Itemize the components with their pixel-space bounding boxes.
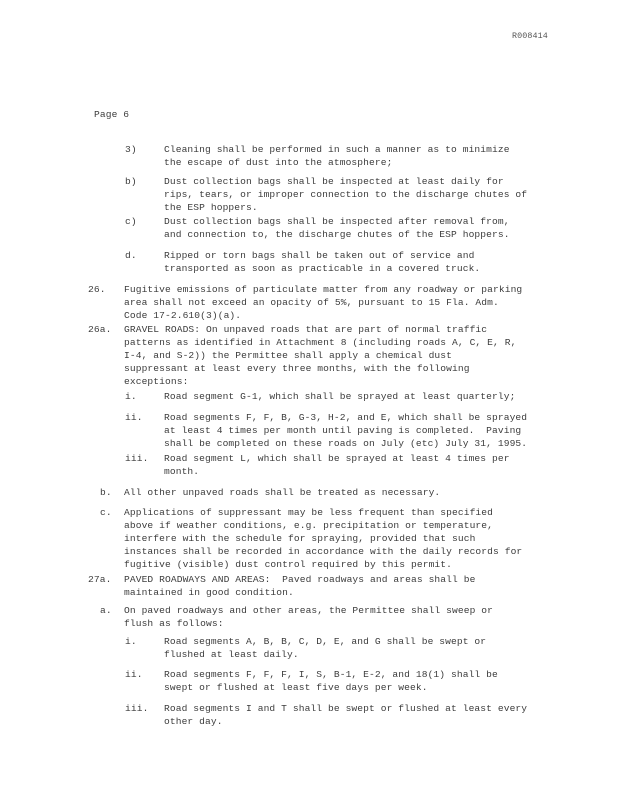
- item-line: PAVED ROADWAYS AND AREAS: Paved roadways and areas shall be: [124, 574, 476, 585]
- item-line: maintained in good condition.: [124, 587, 294, 598]
- item-line: area shall not exceed an opacity of 5%, pursuant to 15 Fla. Adm.: [124, 297, 499, 308]
- item-label: c.: [100, 507, 112, 518]
- item-line: at least 4 times per month until paving is completed. Paving: [164, 425, 522, 436]
- item-line: exceptions:: [124, 376, 189, 387]
- item-line: shall be completed on these roads on July (etc) July 31, 1995.: [164, 438, 528, 449]
- item-line: Road segment G-1, which shall be sprayed at least quarterly;: [164, 391, 516, 402]
- item-line: patterns as identified in Attachment 8 (including roads A, C, E, R,: [124, 337, 517, 348]
- item-line: rips, tears, or improper connection to the discharge chutes of: [164, 189, 528, 200]
- item-label: iii.: [125, 453, 149, 464]
- item-line: I-4, and S-2)) the Permittee shall apply a chemical dust: [124, 350, 453, 361]
- item-line: Road segments F, F, B, G-3, H-2, and E, which shall be sprayed: [164, 412, 528, 423]
- item-line: Road segments A, B, B, C, D, E, and G shall be swept or: [164, 636, 487, 647]
- item-line: GRAVEL ROADS: On unpaved roads that are part of normal traffic: [124, 324, 488, 335]
- item-line: All other unpaved roads shall be treated as necessary.: [124, 487, 441, 498]
- item-label: d.: [125, 250, 137, 261]
- item-label: b): [125, 176, 137, 187]
- item-line: Ripped or torn bags shall be taken out of service and: [164, 250, 475, 261]
- item-line: Road segments F, F, F, I, S, B-1, E-2, and 18(1) shall be: [164, 669, 498, 680]
- item-label: 27a.: [88, 574, 112, 585]
- item-line: fugitive (visible) dust control required by this permit.: [124, 559, 453, 570]
- item-label: i.: [125, 391, 137, 402]
- item-label: 26.: [88, 284, 106, 295]
- item-label: c): [125, 216, 137, 227]
- item-line: instances shall be recorded in accordance with the daily records for: [124, 546, 523, 557]
- item-line: Road segment L, which shall be sprayed at least 4 times per: [164, 453, 510, 464]
- document-id: R008414: [512, 31, 548, 41]
- item-label: b.: [100, 487, 112, 498]
- item-label: a.: [100, 605, 112, 616]
- item-line: and connection to, the discharge chutes of the ESP hoppers.: [164, 229, 510, 240]
- item-label: 3): [125, 144, 137, 155]
- item-line: above if weather conditions, e.g. precipitation or temperature,: [124, 520, 494, 531]
- page-number: Page 6: [94, 109, 130, 120]
- item-label: ii.: [125, 412, 143, 423]
- item-line: Code 17-2.610(3)(a).: [124, 310, 242, 321]
- item-line: the ESP hoppers.: [164, 202, 258, 213]
- item-line: Dust collection bags shall be inspected after removal from,: [164, 216, 510, 227]
- item-line: the escape of dust into the atmosphere;: [164, 157, 393, 168]
- item-line: interfere with the schedule for spraying, provided that such: [124, 533, 476, 544]
- item-line: swept or flushed at least five days per week.: [164, 682, 428, 693]
- item-line: transported as soon as practicable in a covered truck.: [164, 263, 481, 274]
- item-line: Fugitive emissions of particulate matter from any roadway or parking: [124, 284, 523, 295]
- item-line: month.: [164, 466, 200, 477]
- item-line: other day.: [164, 716, 223, 727]
- item-label: i.: [125, 636, 137, 647]
- item-line: Applications of suppressant may be less frequent than specified: [124, 507, 494, 518]
- item-line: flush as follows:: [124, 618, 224, 629]
- item-line: Road segments I and T shall be swept or flushed at least every: [164, 703, 528, 714]
- item-label: 26a.: [88, 324, 112, 335]
- item-line: flushed at least daily.: [164, 649, 299, 660]
- item-line: Cleaning shall be performed in such a manner as to minimize: [164, 144, 510, 155]
- item-line: Dust collection bags shall be inspected at least daily for: [164, 176, 504, 187]
- item-line: suppressant at least every three months, with the following: [124, 363, 470, 374]
- item-label: iii.: [125, 703, 149, 714]
- item-line: On paved roadways and other areas, the Permittee shall sweep or: [124, 605, 494, 616]
- item-label: ii.: [125, 669, 143, 680]
